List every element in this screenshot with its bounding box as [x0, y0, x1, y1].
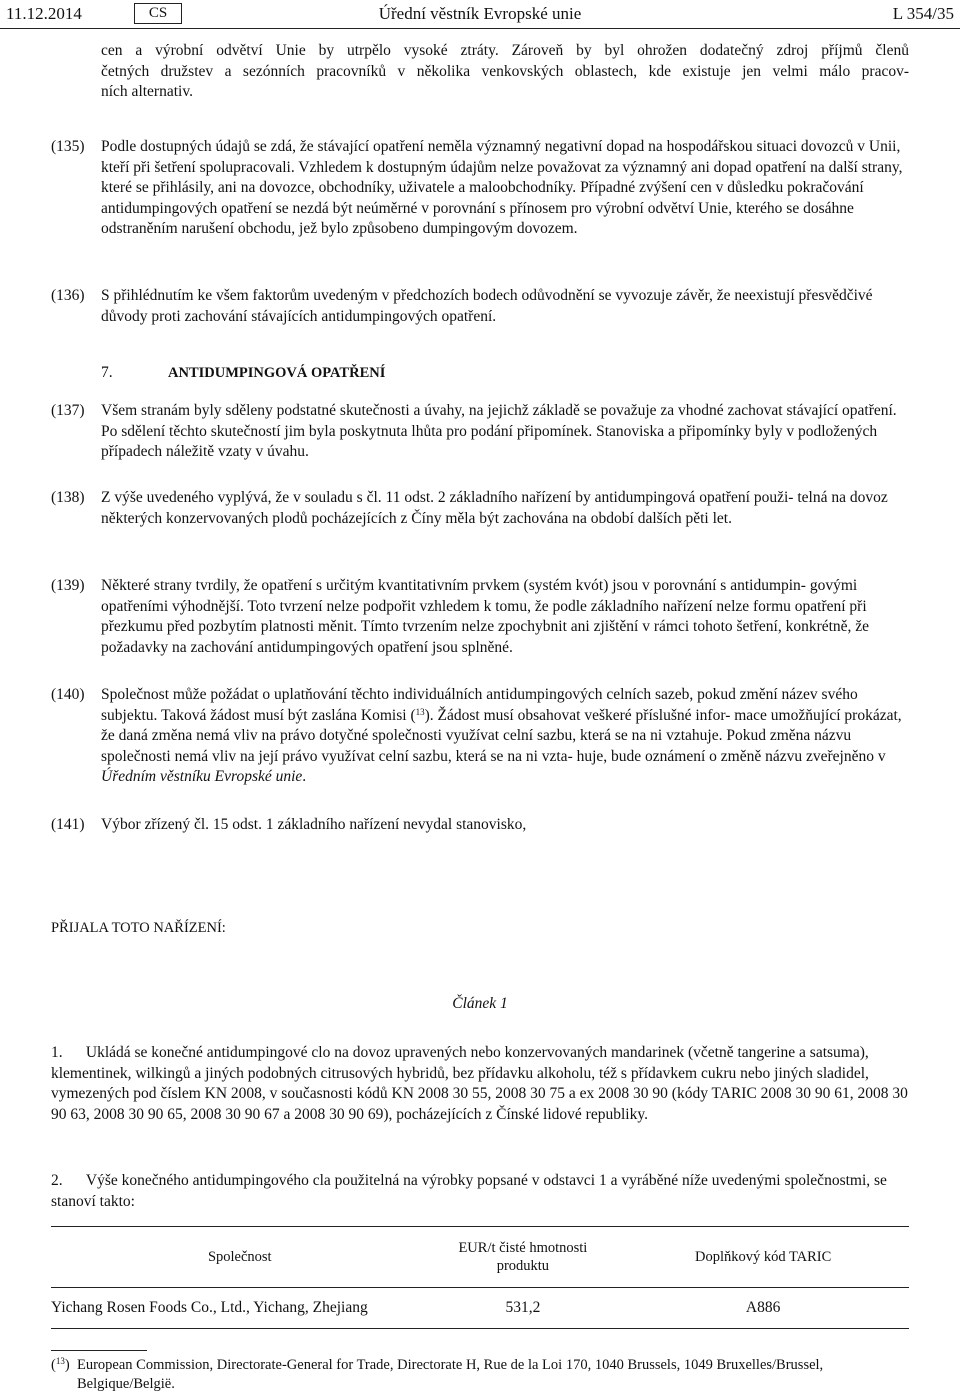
recital-number: (141): [51, 816, 85, 833]
page-number: L 354/35: [892, 4, 954, 23]
article-line-text: Ukládá se konečné antidumpingové clo na dovoz upravených nebo konzervovaných mandarinek (včetně tangerine: [85, 1044, 796, 1061]
recital-line: a připomínky byly v podložených případech náležitě vzaty v úvahu.: [101, 422, 878, 460]
recital-136-text: [101, 286, 909, 327]
duty-table: [51, 1226, 909, 1329]
recital-line-part: ). Žádost musí obsahovat veškeré příslušné infor-: [424, 706, 731, 724]
recital-line: dumpingovým dovozem.: [422, 220, 578, 237]
section-title: ANTIDUMPINGOVÁ OPATŘENÍ: [168, 365, 386, 381]
article-line: a satsuma), klementinek, wilkingů a jiných podobných citrusových hybridů, bez přídavku alkoholu, též s přídavkem: [51, 1044, 869, 1082]
recital-line: mace umožňující prokázat, že daná změna nemá vliv na právo dotyčné společnosti využívat celní sazbu, která se: [101, 706, 902, 744]
article-paragraph-number: 2.: [51, 1172, 63, 1189]
recital-line-part: .: [302, 768, 307, 785]
recital-number: (140): [51, 686, 85, 703]
article-title: Článek 1: [452, 995, 508, 1012]
article-line: společnostmi, se stanoví takto:: [51, 1172, 887, 1210]
col-header-company: Společnost: [51, 1227, 429, 1288]
article-line: cukru nebo jiných sladidel, vymezených pod číslem KN 2008, v současnosti kódů KN 2008 30 55, 2008 30 75: [51, 1064, 869, 1102]
recital-138-text: [101, 488, 909, 529]
recital-number: (137): [51, 402, 85, 419]
recital-141-text: [101, 815, 909, 836]
footnote-line: European Commission, Directorate-General for Trade, Directorate H, Rue de la Loi 170, 1040 Brussels, 1049 Bruxelles/Brussel,: [77, 1357, 824, 1373]
recital-137-text: [101, 401, 909, 463]
recital-line: formu opatření při přezkumu před pozbytím platnosti měnit. Tímto tvrzením nelze zpochybnit ani zjištění: [101, 597, 867, 635]
journal-name: Úředním věstníku Evropské unie: [101, 768, 303, 785]
article-line: [51, 1172, 781, 1189]
intro-paragraph: [101, 41, 909, 103]
recital-line: přesvědčivé důvody proti zachování stávajících antidumpingových opatření.: [101, 287, 873, 325]
recital-line: ani dopad opatření na další strany, které se přihlásily, ani na dovozce, obchodníky, uživatele a maloobchodníky.: [101, 158, 903, 196]
article-line: pocházejících z Čínské lidové republiky.: [396, 1105, 648, 1123]
intro-line: četných družstev a sezónních pracovníků v několika venkovských oblastech, kde existuje jen velmi málo pracov-: [101, 62, 909, 80]
footnote-marker: ($^{13}$): [51, 1356, 70, 1373]
recital-135-text: [101, 137, 909, 240]
recital-number: (135): [51, 138, 85, 155]
col-header-duty: [429, 1227, 618, 1288]
footnote-marker-number: 13: [55, 1356, 65, 1366]
recital-line: Společnost může požádat o uplatňování těchto individuálních antidumpingových celních sazeb, pokud změní: [101, 686, 778, 703]
page-header: [0, 0, 960, 29]
recital-number: (138): [51, 489, 85, 506]
col-header-duty-line: produktu: [496, 1258, 550, 1274]
recital-line: s přínosem pro výrobní odvětví Unie, kterého se dosáhne odstraněním narušení obchodu, jež bylo způsobeno: [101, 199, 854, 237]
language-badge: CS: [134, 3, 182, 24]
recital-line: Výbor zřízený čl. 15 odst. 1 základního nařízení nevydal stanovisko,: [101, 816, 527, 833]
col-header-duty-line: EUR/t čisté hmotnosti: [458, 1240, 588, 1256]
journal-title: Úřední věstník Evropské unie: [378, 4, 582, 23]
intro-line: ních alternativ.: [101, 83, 193, 100]
article-line: [51, 1044, 795, 1061]
recital-line-part: huje, bude oznámení o změně názvu zveřejněno v: [576, 747, 886, 765]
section-number: 7.: [101, 364, 113, 381]
recital-number: (136): [51, 287, 85, 304]
recital-line: Případné zvýšení cen v důsledku pokračování antidumpingových opatření se nezdá být neúměrné v porovnání: [101, 179, 864, 217]
recital-line-part: název svého subjektu. Taková žádost musí být zaslána Komisi (: [101, 686, 858, 724]
table-row: [51, 1288, 909, 1329]
recital-line: S přihlédnutím ke všem faktorům uvedeným v předchozích bodech odůvodnění se vyvozuje závěr, že neexistují: [101, 287, 795, 304]
col-header-taric: Doplňkový kód TARIC: [617, 1227, 909, 1288]
footnote-ref[interactable]: 13: [415, 706, 425, 717]
recital-line: Některé strany tvrdily, že opatření s určitým kvantitativním prvkem (systém kvót) jsou v porovnání s antidumpin-: [101, 577, 806, 594]
recital-line: na ni vztahuje. Pokud změna názvu společnosti nemá vliv na její právo využívat celní sazbu, která se na ni vzta-: [101, 727, 852, 765]
article-paragraph-1: [51, 1043, 909, 1125]
recital-number: (139): [51, 577, 85, 594]
adopted-statement: PŘIJALA TOTO NAŘÍZENÍ:: [51, 920, 226, 936]
footnote-text: [77, 1356, 909, 1394]
recital-line: let.: [712, 509, 732, 527]
recital-line: Podle dostupných údajů se zdá, že stávající opatření neměla významný negativní dopad na hospodářskou situaci: [101, 138, 798, 155]
recital-line: dovozců v Unii, kteří při šetření spolupracovali. Vzhledem k dostupným údajům nelze považovat za významný: [101, 138, 901, 176]
article-paragraph-number: 1.: [51, 1044, 63, 1061]
article-line: a ex 2008 30 90 (kódy TARIC 2008 30 90 61, 2008 30 90 63, 2008 30 90 65, 2008 30 90 67 a 2008 30 90 69),: [51, 1085, 908, 1123]
article-paragraph-2: [51, 1171, 909, 1212]
recital-line: Z výše uvedeného vyplývá, že v souladu s čl. 11 odst. 2 základního nařízení by antidumpingová opatření použi-: [101, 489, 794, 506]
table-header-row: [51, 1227, 909, 1288]
footnote-line: Belgique/België.: [77, 1376, 175, 1392]
recital-line: Všem stranám byly sděleny podstatné skutečnosti a úvahy, na jejichž základě se považuje za vhodné zachovat: [101, 402, 783, 419]
intro-line: cen a výrobní odvětví Unie by utrpělo vysoké ztráty. Zároveň by byl ohrožen dodatečný zdroj příjmů členů: [101, 42, 909, 59]
cell-company: Yichang Rosen Foods Co., Ltd., Yichang, Zhejiang: [51, 1288, 429, 1329]
publication-date: 11.12.2014: [6, 4, 82, 23]
recital-line: govými opatřeními výhodnější. Toto tvrzení nelze podpořit vzhledem k tomu, že podle základního nařízení nelze: [101, 577, 858, 615]
recital-line: telná na dovoz některých konzervovaných plodů pocházejících z Číny měla být zachována na období dalších pěti: [101, 489, 888, 527]
footnote-divider: [51, 1350, 147, 1351]
recital-line: stávající opatření. Po sdělení těchto skutečností jim byla poskytnuta lhůta pro podání připomínek. Stanoviska: [101, 402, 897, 440]
recital-140-text: [101, 685, 909, 788]
article-line-text: Výše konečného antidumpingového cla použitelná na výrobky popsané v odstavci 1 a vyráběné níže uvedenými: [85, 1172, 781, 1189]
cell-duty: 531,2: [429, 1288, 618, 1329]
recital-139-text: [101, 576, 909, 658]
cell-taric: A886: [617, 1288, 909, 1329]
recital-line: v rámci tohoto šetření, konkrétně, že požadavky na zachování antidumpingových opatření jsou splněné.: [101, 618, 870, 656]
